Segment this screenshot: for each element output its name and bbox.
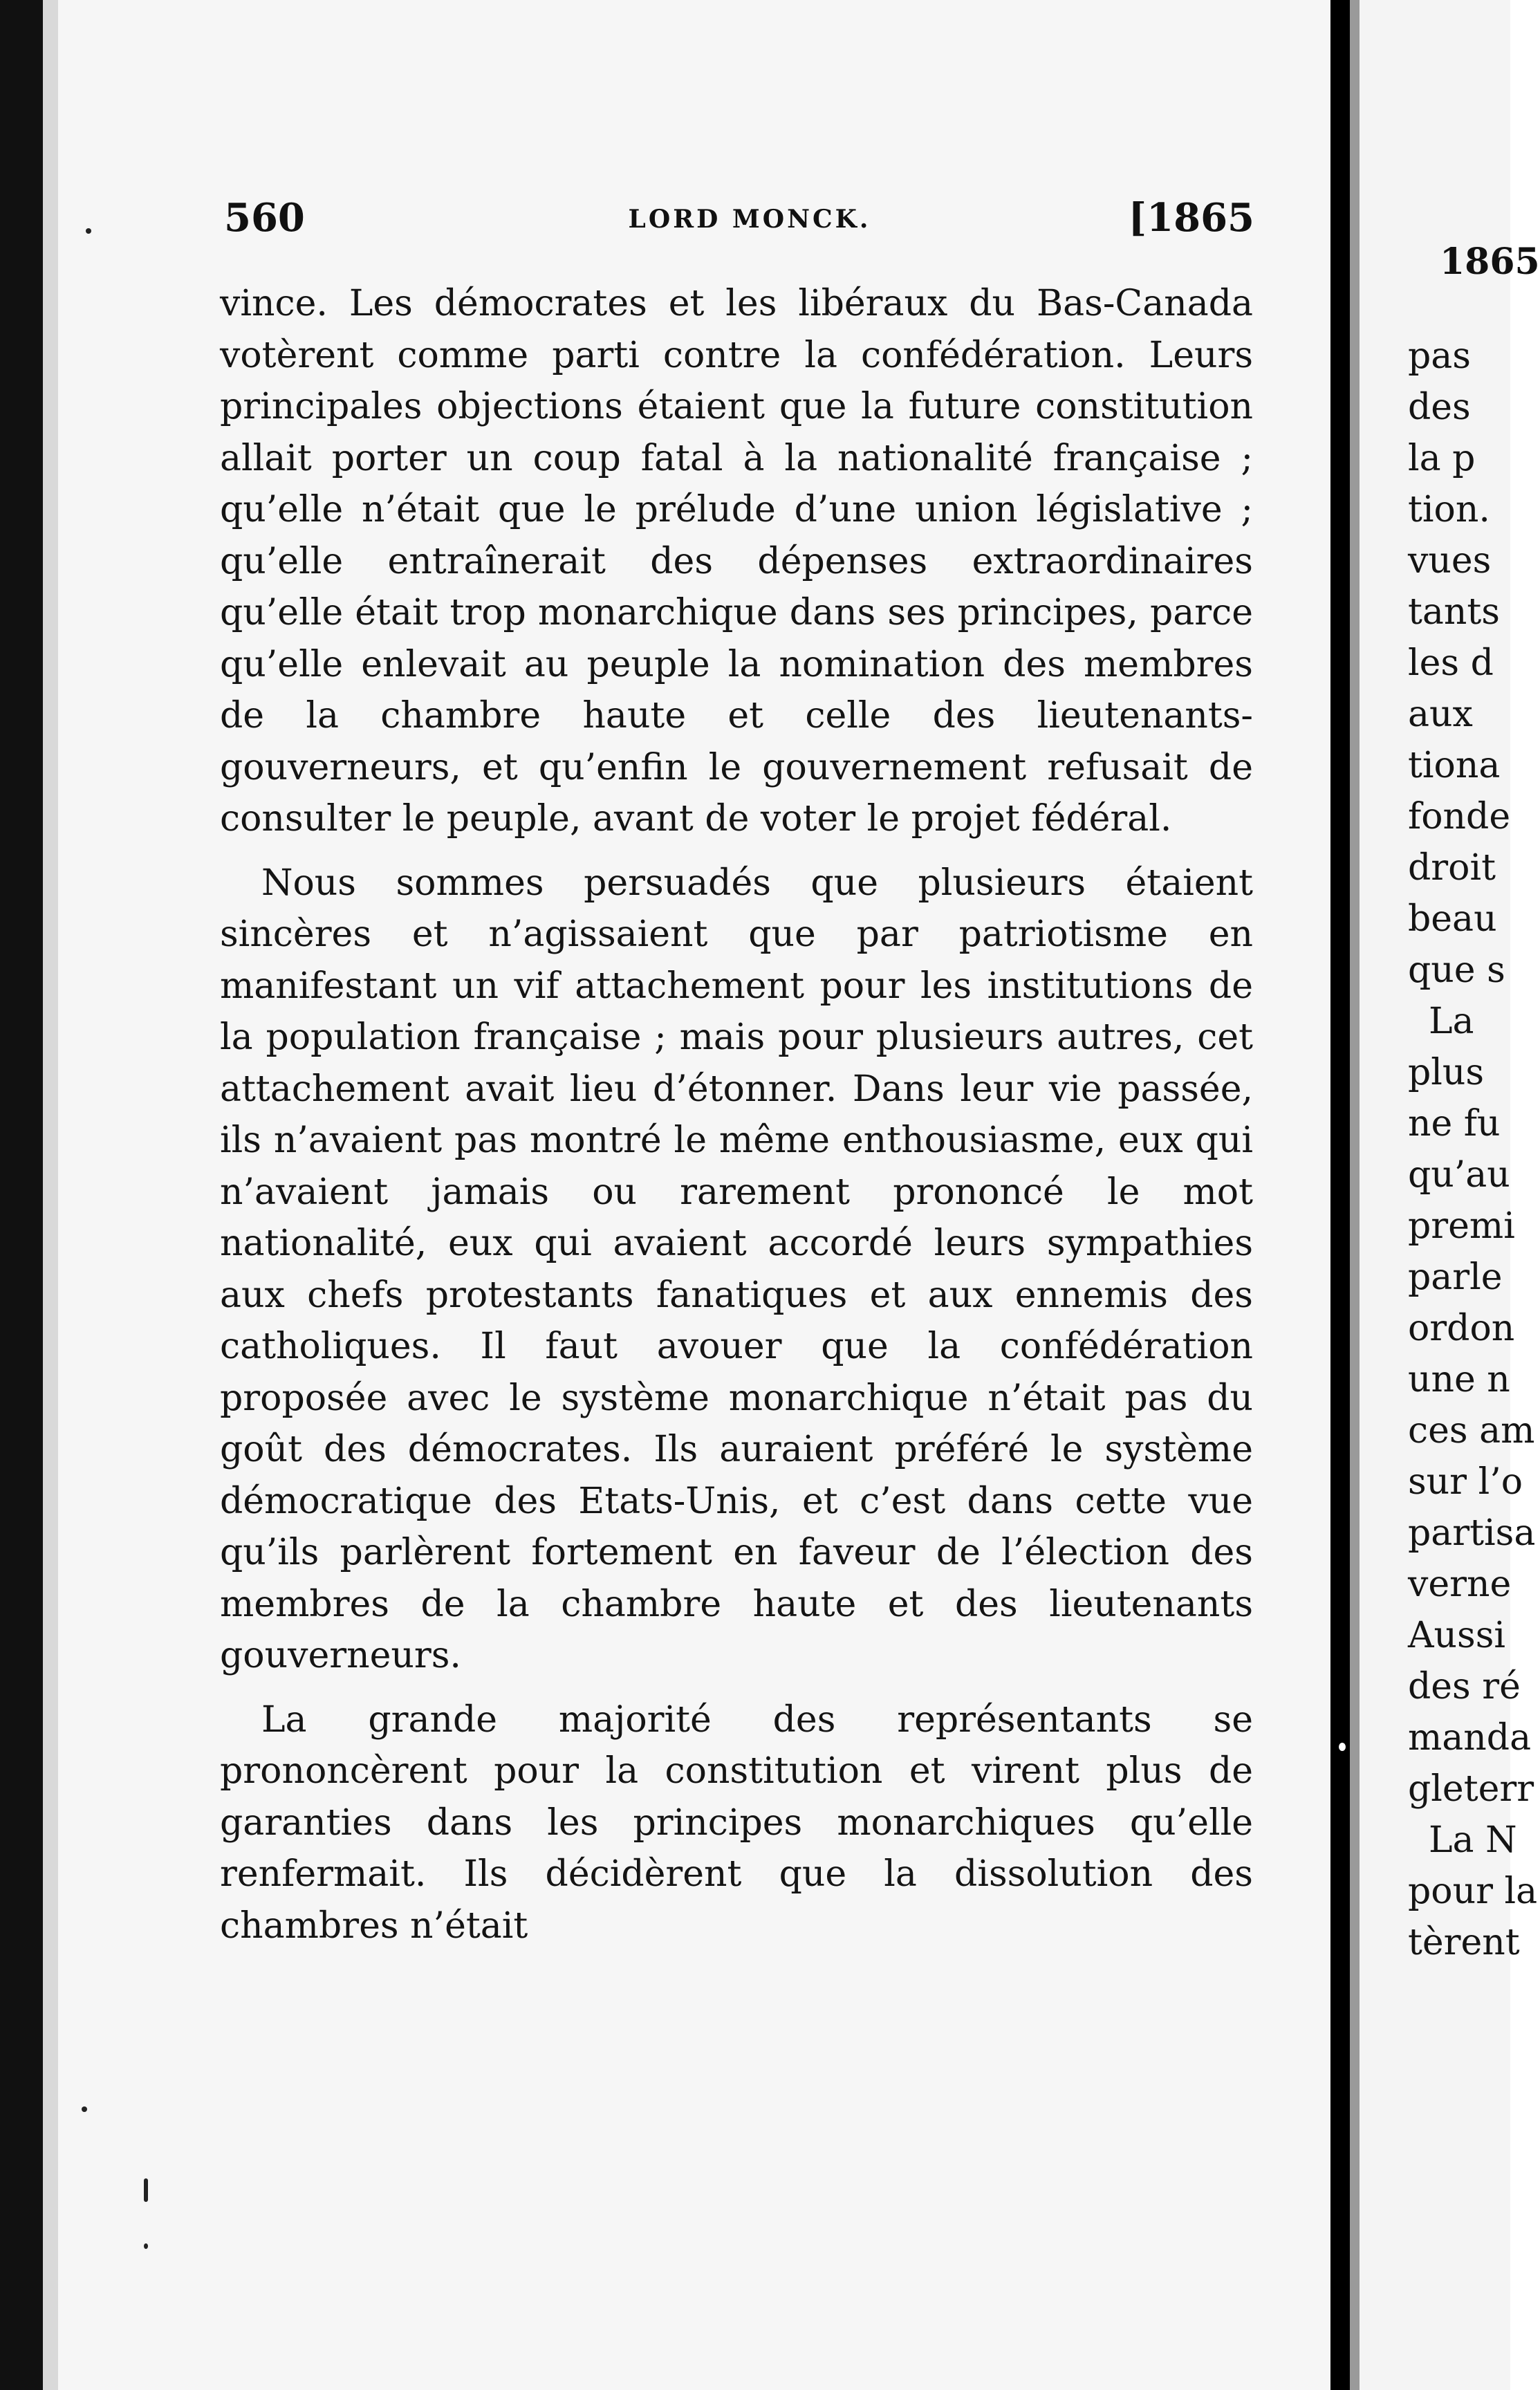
gutter-edge	[1350, 0, 1360, 2390]
facing-page-line: tèrent	[1408, 1922, 1520, 1963]
facing-page-line: des	[1408, 387, 1471, 428]
facing-page-line: La	[1429, 1001, 1474, 1042]
facing-page-line: une n	[1408, 1359, 1510, 1400]
facing-page-line: beau	[1408, 898, 1497, 940]
facing-page-line: verne	[1408, 1564, 1512, 1605]
facing-page-text	[1408, 331, 1538, 1968]
facing-page-line: droit	[1408, 847, 1496, 889]
paragraph-3: La grande majorité des représentants se prononcèrent pour la constitution et virent plus de garanties dans les principes monarchiques qu’elle renfermait. Ils décidèrent que la dissolution des chambres n’était	[220, 1698, 1253, 1947]
page-edge-shadow	[43, 0, 58, 2390]
header-year: [1865	[1128, 195, 1254, 241]
scan-speck	[144, 2243, 148, 2249]
scan-speck	[82, 2106, 87, 2112]
facing-page-line: vues	[1408, 540, 1492, 582]
facing-page-line: Aussi	[1408, 1615, 1506, 1656]
running-title: LORD MONCK.	[628, 205, 871, 234]
facing-page-line: partisa	[1408, 1512, 1536, 1554]
facing-page-line: des ré	[1408, 1666, 1521, 1707]
book-gutter	[1330, 0, 1350, 2390]
facing-page-line: aux	[1408, 694, 1473, 735]
facing-page-line: plus	[1408, 1052, 1485, 1093]
scan-speck	[86, 228, 91, 234]
facing-page-line: manda	[1408, 1717, 1532, 1759]
facing-page	[1360, 0, 1540, 2390]
facing-page-line: sur l’o	[1408, 1461, 1523, 1503]
facing-page-line: fonde	[1408, 796, 1511, 837]
facing-page-line: La N	[1429, 1819, 1517, 1861]
facing-page-line: tants	[1408, 591, 1500, 633]
facing-page-line: tion.	[1408, 489, 1490, 530]
facing-page-line: premi	[1408, 1205, 1515, 1247]
page-header	[224, 195, 1275, 250]
facing-page-line: tiona	[1408, 745, 1501, 786]
facing-page-line: les d	[1408, 642, 1494, 684]
facing-page-line: ordon	[1408, 1308, 1515, 1349]
page-number: 560	[224, 195, 305, 241]
paragraph-2: Nous sommes persuadés que plusieurs étaient sincères et n’agissaient que par patriotisme en manifestant un vif attachement pour les institutions de la population française ; mais pour plusieurs autres, cet attachement avait lieu d’étonner. Dans leur vie passée, ils n’avaient pas montré le même enthousiasme, eux qui n’avaient jamais ou rarement prononcé le mot nationalité, eux qui avaient accordé leurs sympathies aux chefs protestants fanatiques et aux ennemis des catholiques. Il faut avouer que la confédération proposée avec le système monarchique n’était pas du goût des démocrates. Ils auraient préféré le système démocratique des Etats-Unis, et c’est dans cette vue qu’ils parlèrent fortement en faveur de l’élection des membres de la chambre haute et des lieutenants gouverneurs.	[220, 862, 1253, 1676]
scan-speck	[144, 2178, 148, 2202]
facing-page-line: parle	[1408, 1257, 1503, 1298]
book-cover-edge	[0, 0, 43, 2390]
facing-page-header: 1865	[1440, 241, 1540, 283]
facing-page-line: la p	[1408, 438, 1476, 479]
scan-speck	[1339, 1743, 1346, 1751]
facing-page-line: ne fu	[1408, 1103, 1501, 1145]
facing-page-line: qu’au	[1408, 1154, 1510, 1196]
facing-page-line: pas	[1408, 335, 1471, 377]
facing-page-line: que s	[1408, 949, 1505, 991]
body-text	[220, 278, 1253, 1952]
facing-page-line: ces am	[1408, 1410, 1535, 1452]
paragraph-1: vince. Les démocrates et les libéraux du Bas-Canada votèrent comme parti contre la confédération. Leurs principales objections étaient que la future constitution allait porter un coup fatal à la nationalité française ; qu’elle n’était que le prélude d’une union législative ; qu’elle entraînerait des dépenses extraordinaires qu’elle était trop monarchique dans ses principes, parce qu’elle enlevait au peuple la nomination des membres de la chambre haute et celle des lieutenants-gouverneurs, et qu’enfin le gouvernement refusait de consulter le peuple, avant de voter le projet fédéral.	[220, 283, 1253, 840]
facing-page-line: gleterr	[1408, 1768, 1534, 1810]
facing-page-line: pour la	[1408, 1871, 1538, 1912]
